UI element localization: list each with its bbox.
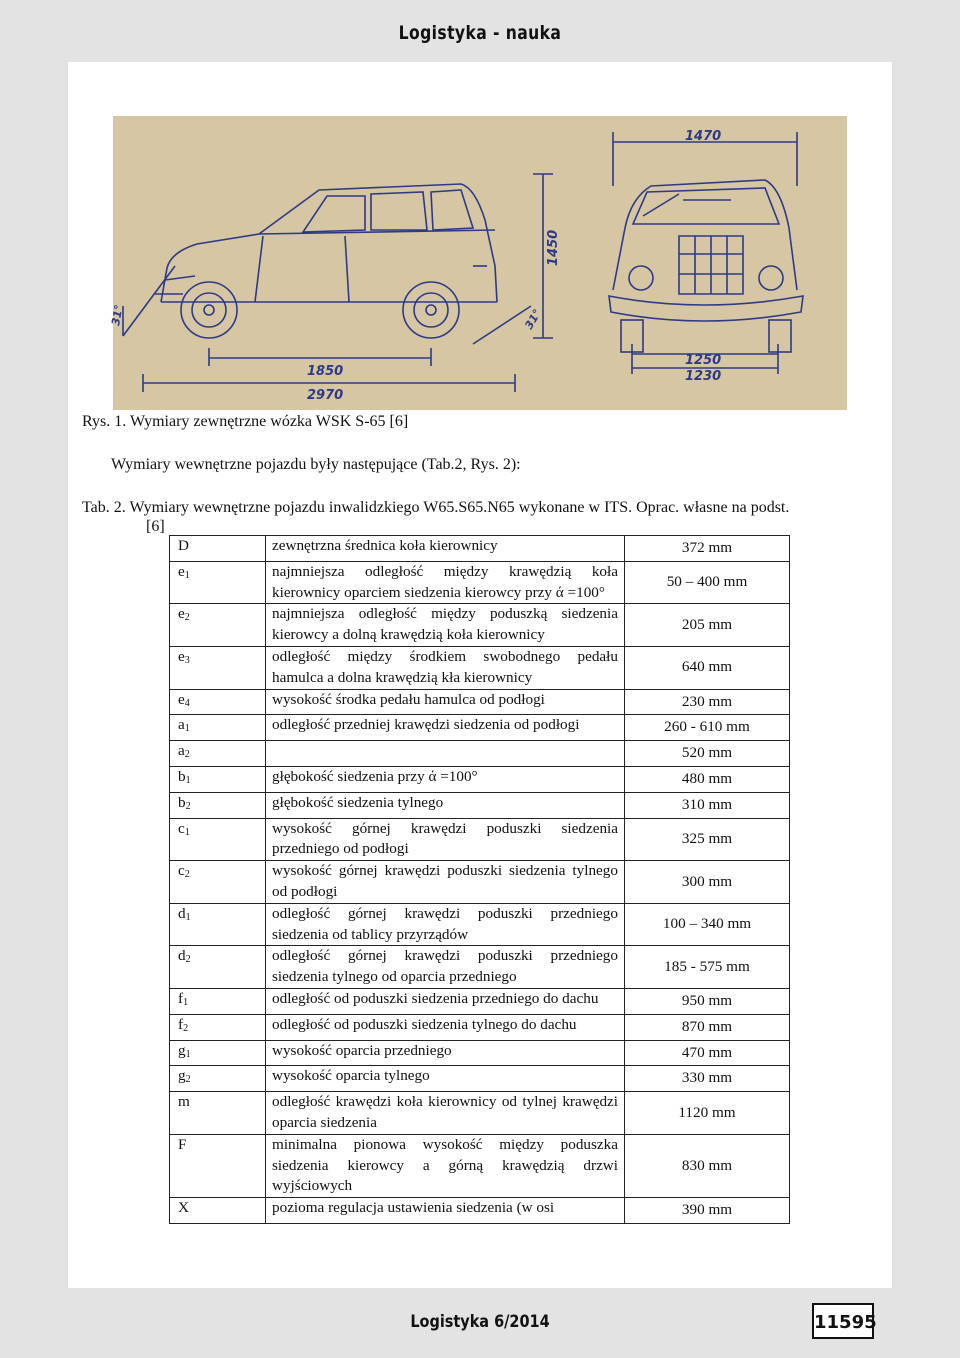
- table-row: [170, 1134, 790, 1197]
- table-row: [170, 715, 790, 741]
- symbol-cell: [170, 689, 266, 715]
- table-row: [170, 536, 790, 562]
- footer-journal-issue: Logistyka 6/2014: [410, 1312, 550, 1332]
- figure-caption: Rys. 1. Wymiary zewnętrzne wózka WSK S-65 [6]: [82, 413, 409, 430]
- description-cell: zewnętrzna średnica koła kierownicy: [266, 536, 625, 562]
- symbol-cell: [170, 1092, 266, 1135]
- description-cell: wysokość górnej krawędzi poduszki siedzenia przedniego od podłogi: [266, 818, 625, 861]
- journal-section-title: Logistyka - nauka: [398, 22, 562, 44]
- symbol-index: 1: [185, 774, 191, 786]
- symbol-index: 2: [183, 1022, 189, 1034]
- symbol-cell: [170, 792, 266, 818]
- symbol-index: 2: [184, 869, 190, 881]
- symbol-cell: [170, 1198, 266, 1224]
- value-cell: 205 mm: [625, 604, 790, 647]
- value-cell: 1120 mm: [625, 1092, 790, 1135]
- value-cell: 260 - 610 mm: [625, 715, 790, 741]
- symbol-letter: g: [178, 1041, 186, 1059]
- symbol-letter: d: [178, 904, 186, 922]
- description-cell: minimalna pionowa wysokość między poduszka siedzenia kierowcy a górną krawędzią drzwi wyjściowych: [266, 1134, 625, 1197]
- symbol-index: 3: [184, 654, 190, 666]
- description-cell: wysokość górnej krawędzi poduszki siedzenia tylnego od podłogi: [266, 861, 625, 904]
- value-cell: 185 - 575 mm: [625, 946, 790, 989]
- symbol-index: 1: [184, 826, 190, 838]
- symbol-cell: [170, 1040, 266, 1066]
- table-row: [170, 561, 790, 604]
- page-number: 11595: [812, 1303, 874, 1339]
- symbol-letter: m: [178, 1093, 190, 1111]
- symbol-cell: [170, 646, 266, 689]
- symbol-index: 2: [184, 749, 190, 761]
- symbol-index: 1: [185, 1048, 191, 1060]
- table-caption-line2: [6]: [146, 518, 165, 535]
- description-cell: wysokość oparcia przedniego: [266, 1040, 625, 1066]
- symbol-cell: [170, 903, 266, 946]
- value-cell: 50 – 400 mm: [625, 561, 790, 604]
- symbol-letter: g: [178, 1067, 186, 1085]
- table-row: [170, 1066, 790, 1092]
- symbol-letter: e: [178, 605, 185, 623]
- value-cell: 830 mm: [625, 1134, 790, 1197]
- table-row: [170, 946, 790, 989]
- intro-paragraph: Wymiary wewnętrzne pojazdu były następujące (Tab.2, Rys. 2):: [111, 456, 521, 473]
- value-cell: 640 mm: [625, 646, 790, 689]
- symbol-letter: a: [178, 742, 185, 760]
- symbol-cell: [170, 536, 266, 562]
- dim-departure-angle: 31°: [522, 306, 545, 332]
- symbol-cell: [170, 1134, 266, 1197]
- symbol-letter: d: [178, 947, 186, 965]
- table-row: [170, 1014, 790, 1040]
- symbol-cell: [170, 604, 266, 647]
- description-cell: odległość od poduszki siedzenia tylnego do dachu: [266, 1014, 625, 1040]
- symbol-letter: D: [178, 537, 189, 554]
- description-cell: pozioma regulacja ustawienia siedzenia (w osi: [266, 1198, 625, 1224]
- value-cell: 390 mm: [625, 1198, 790, 1224]
- table-row: [170, 604, 790, 647]
- value-cell: 300 mm: [625, 861, 790, 904]
- description-cell: głębokość siedzenia tylnego: [266, 792, 625, 818]
- dim-approach-angle: 31°: [109, 303, 126, 327]
- symbol-index: 1: [183, 996, 189, 1008]
- symbol-cell: [170, 861, 266, 904]
- symbol-letter: a: [178, 716, 185, 734]
- description-cell: najmniejsza odległość między poduszką siedzenia kierowcy a dolną krawędzią koła kierownicy: [266, 604, 625, 647]
- dimensions-table: [169, 535, 790, 1224]
- symbol-letter: c: [178, 819, 185, 837]
- symbol-cell: [170, 818, 266, 861]
- table-row: [170, 1092, 790, 1135]
- table-row: [170, 903, 790, 946]
- symbol-cell: [170, 946, 266, 989]
- value-cell: 325 mm: [625, 818, 790, 861]
- dim-wheelbase: 1850: [307, 364, 344, 379]
- symbol-index: 1: [185, 911, 191, 923]
- table-caption: [82, 498, 892, 536]
- symbol-letter: f: [178, 1015, 184, 1033]
- description-cell: odległość górnej krawędzi poduszki przedniego siedzenia od tablicy przyrządów: [266, 903, 625, 946]
- table-row: [170, 766, 790, 792]
- symbol-index: 1: [184, 569, 190, 581]
- dim-track-front: 1250: [685, 353, 722, 368]
- symbol-index: 1: [184, 723, 190, 735]
- value-cell: 230 mm: [625, 689, 790, 715]
- description-cell: odległość przedniej krawędzi siedzenia od podłogi: [266, 715, 625, 741]
- value-cell: 950 mm: [625, 988, 790, 1014]
- table-row: [170, 741, 790, 767]
- value-cell: 372 mm: [625, 536, 790, 562]
- table-row: [170, 818, 790, 861]
- value-cell: 100 – 340 mm: [625, 903, 790, 946]
- table-caption-line1: Tab. 2. Wymiary wewnętrzne pojazdu inwalidzkiego W65.S65.N65 wykonane w ITS. Oprac. własne na podst.: [82, 499, 790, 516]
- value-cell: 870 mm: [625, 1014, 790, 1040]
- value-cell: 310 mm: [625, 792, 790, 818]
- value-cell: 480 mm: [625, 766, 790, 792]
- symbol-letter: e: [178, 562, 185, 580]
- table-row: [170, 689, 790, 715]
- symbol-cell: [170, 988, 266, 1014]
- symbol-index: 2: [184, 612, 190, 624]
- dim-width: 1470: [685, 129, 722, 144]
- symbol-cell: [170, 1066, 266, 1092]
- symbol-cell: [170, 1014, 266, 1040]
- symbol-letter: f: [178, 989, 184, 1007]
- value-cell: 470 mm: [625, 1040, 790, 1066]
- table-row: [170, 1198, 790, 1224]
- symbol-letter: F: [178, 1135, 187, 1153]
- table-row: [170, 988, 790, 1014]
- dim-height: 1450: [546, 229, 561, 266]
- symbol-letter: b: [178, 767, 186, 785]
- symbol-cell: [170, 561, 266, 604]
- symbol-cell: [170, 741, 266, 767]
- symbol-cell: [170, 715, 266, 741]
- symbol-letter: e: [178, 647, 185, 665]
- value-cell: 330 mm: [625, 1066, 790, 1092]
- symbol-letter: e: [178, 690, 185, 708]
- symbol-index: 2: [185, 954, 191, 966]
- table-row: [170, 792, 790, 818]
- dim-track-rear: 1230: [685, 369, 722, 384]
- description-cell: odległość górnej krawędzi poduszki przedniego siedzenia tylnego od oparcia przedniego: [266, 946, 625, 989]
- vehicle-drawing: [109, 116, 847, 410]
- symbol-index: 4: [184, 697, 190, 709]
- description-cell: wysokość środka pedału hamulca od podłogi: [266, 689, 625, 715]
- symbol-letter: X: [178, 1199, 189, 1217]
- table-row: [170, 1040, 790, 1066]
- symbol-index: 2: [185, 800, 191, 812]
- value-cell: 520 mm: [625, 741, 790, 767]
- description-cell: odległość krawędzi koła kierownicy od tylnej krawędzi oparcia siedzenia: [266, 1092, 625, 1135]
- description-cell: [266, 741, 625, 767]
- description-cell: wysokość oparcia tylnego: [266, 1066, 625, 1092]
- dim-length: 2970: [307, 388, 344, 403]
- symbol-letter: b: [178, 793, 186, 811]
- table-row: [170, 646, 790, 689]
- description-cell: najmniejsza odległość między krawędzią koła kierownicy oparciem siedzenia kierowcy przy ά =100°: [266, 561, 625, 604]
- symbol-cell: [170, 766, 266, 792]
- description-cell: odległość od poduszki siedzenia przedniego do dachu: [266, 988, 625, 1014]
- symbol-index: 2: [185, 1074, 191, 1086]
- description-cell: głębokość siedzenia przy ά =100°: [266, 766, 625, 792]
- table-row: [170, 861, 790, 904]
- description-cell: odległość między środkiem swobodnego pedału hamulca a dolna krawędzią kła kierownicy: [266, 646, 625, 689]
- symbol-letter: c: [178, 862, 185, 880]
